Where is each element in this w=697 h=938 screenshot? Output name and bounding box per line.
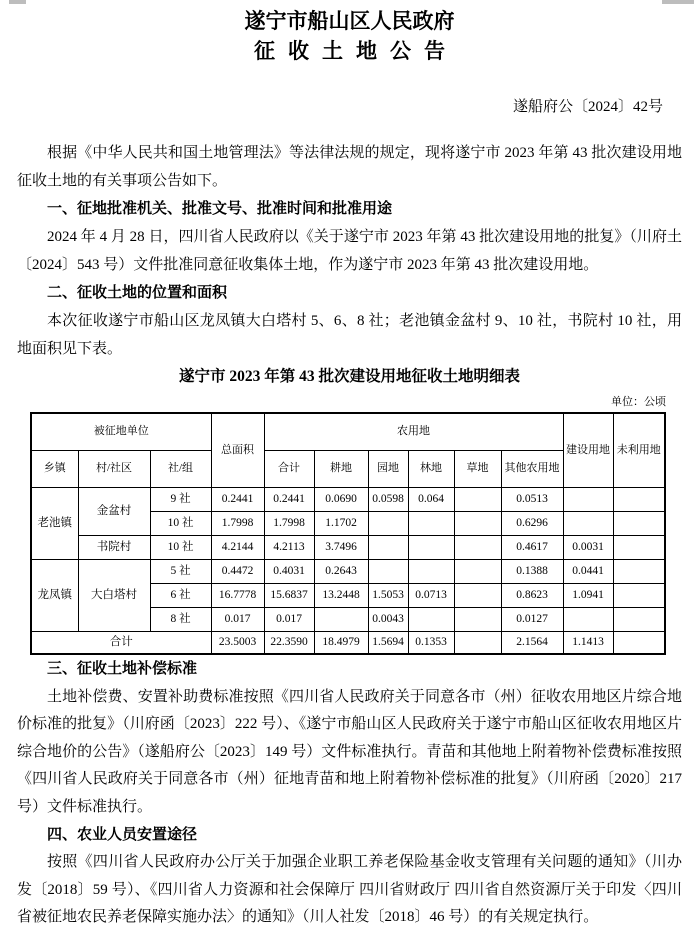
th-cultivated-land: 耕地 bbox=[314, 450, 368, 487]
cell-value: 0.2441 bbox=[211, 487, 264, 511]
cell-value: 1.1702 bbox=[314, 511, 368, 535]
cell-value bbox=[408, 607, 454, 631]
th-unused-land: 未利用地 bbox=[613, 413, 665, 487]
cell-value bbox=[563, 607, 613, 631]
cell-total-value bbox=[454, 631, 501, 654]
cell-village: 金盆村 bbox=[78, 487, 150, 535]
cell-value: 0.0031 bbox=[563, 535, 613, 559]
cell-value bbox=[613, 583, 665, 607]
th-garden-land: 园地 bbox=[368, 450, 408, 487]
section2-heading: 二、征收土地的位置和面积 bbox=[47, 285, 228, 301]
cell-village: 大白塔村 bbox=[78, 559, 150, 631]
lower-content bbox=[17, 656, 682, 932]
section1-heading: 一、征地批准机关、批准文号、批准时间和批准用途 bbox=[47, 201, 393, 217]
th-other-agri-land: 其他农用地 bbox=[501, 450, 563, 487]
cell-group: 10 社 bbox=[150, 511, 211, 535]
cell-value bbox=[563, 487, 613, 511]
th-township: 乡镇 bbox=[31, 450, 78, 487]
cell-value: 0.017 bbox=[211, 607, 264, 631]
cell-group: 8 社 bbox=[150, 607, 211, 631]
th-grassland: 草地 bbox=[454, 450, 501, 487]
cell-total-value: 1.5694 bbox=[368, 631, 408, 654]
section2-text: 本次征收遂宁市船山区龙凤镇大白塔村 5、6、8 社；老池镇金盆村 9、10 社，书院村 10 社，用地面积见下表。 bbox=[17, 313, 682, 357]
cell-value: 0.4472 bbox=[211, 559, 264, 583]
scan-artifact-top-right bbox=[662, 0, 694, 4]
cell-value bbox=[454, 559, 501, 583]
cell-group: 5 社 bbox=[150, 559, 211, 583]
cell-value bbox=[613, 487, 665, 511]
cell-township: 龙凤镇 bbox=[31, 559, 78, 631]
cell-total-value: 18.4979 bbox=[314, 631, 368, 654]
cell-value: 0.2441 bbox=[264, 487, 314, 511]
doc-number: 遂船府公〔2024〕42号 bbox=[512, 99, 663, 115]
cell-total-value: 1.1413 bbox=[563, 631, 613, 654]
cell-group: 9 社 bbox=[150, 487, 211, 511]
cell-value bbox=[563, 511, 613, 535]
cell-value bbox=[613, 559, 665, 583]
th-group: 社/组 bbox=[150, 450, 211, 487]
cell-value: 0.8623 bbox=[501, 583, 563, 607]
cell-value bbox=[454, 583, 501, 607]
cell-value: 0.6296 bbox=[501, 511, 563, 535]
th-agri-land: 农用地 bbox=[264, 413, 563, 450]
cell-value: 1.7998 bbox=[211, 511, 264, 535]
cell-value: 16.7778 bbox=[211, 583, 264, 607]
cell-value bbox=[314, 607, 368, 631]
cell-total-value bbox=[613, 631, 665, 654]
intro-paragraph: 根据《中华人民共和国土地管理法》等法律法规的规定，现将遂宁市 2023 年第 43 批次建设用地征收土地的有关事项公告如下。 bbox=[17, 145, 682, 189]
cell-total-label: 合计 bbox=[31, 631, 211, 654]
cell-value: 0.4617 bbox=[501, 535, 563, 559]
cell-value bbox=[408, 559, 454, 583]
upper-content bbox=[17, 139, 682, 391]
land-detail-table bbox=[30, 412, 666, 655]
cell-value: 0.4031 bbox=[264, 559, 314, 583]
cell-value bbox=[368, 535, 408, 559]
cell-value: 0.0441 bbox=[563, 559, 613, 583]
cell-value bbox=[454, 487, 501, 511]
cell-value: 1.0941 bbox=[563, 583, 613, 607]
cell-value bbox=[408, 511, 454, 535]
cell-value bbox=[454, 511, 501, 535]
th-subtotal: 合计 bbox=[264, 450, 314, 487]
cell-value: 0.1388 bbox=[501, 559, 563, 583]
th-forest-land: 林地 bbox=[408, 450, 454, 487]
th-construction-land: 建设用地 bbox=[563, 413, 613, 487]
cell-value: 15.6837 bbox=[264, 583, 314, 607]
scan-artifact-top-left bbox=[9, 0, 26, 4]
cell-value bbox=[368, 559, 408, 583]
cell-value: 0.017 bbox=[264, 607, 314, 631]
cell-total-value: 2.1564 bbox=[501, 631, 563, 654]
section3-text: 土地补偿费、安置补助费标准按照《四川省人民政府关于同意各市（州）征收农用地区片综合地价标准的批复》（川府函〔2023〕222 号）、《遂宁市船山区人民政府关于遂宁市船山区征收农用地区片综合地价的公告》（遂船府公〔2023〕149 号）文件标准执行。青苗和其他地上附着物补偿费标准按照《四川省人民政府关于同意各市（州）征地青苗和地上附着物补偿标准的批复》（川府函〔2020〕217 号）文件标准执行。 bbox=[17, 688, 682, 815]
doc-title: 征收土地公告 bbox=[253, 39, 459, 63]
cell-value: 4.2144 bbox=[211, 535, 264, 559]
cell-value: 0.0713 bbox=[408, 583, 454, 607]
cell-value: 13.2448 bbox=[314, 583, 368, 607]
cell-value bbox=[613, 607, 665, 631]
section1-text: 2024 年 4 月 28 日，四川省人民政府以《关于遂宁市 2023 年第 43 批次建设用地的批复》（川府土〔2024〕543 号）文件批准同意征收集体土地，作为遂宁市 2023 年第 43 批次建设用地。 bbox=[17, 229, 682, 273]
cell-value: 0.0598 bbox=[368, 487, 408, 511]
cell-value: 0.2643 bbox=[314, 559, 368, 583]
cell-value: 1.5053 bbox=[368, 583, 408, 607]
unit-note: 单位：公顷 bbox=[611, 396, 666, 408]
th-requisitioned-unit: 被征地单位 bbox=[31, 413, 211, 450]
th-total-area: 总面积 bbox=[211, 413, 264, 487]
cell-value: 0.0043 bbox=[368, 607, 408, 631]
cell-value: 1.7998 bbox=[264, 511, 314, 535]
cell-value bbox=[454, 535, 501, 559]
cell-value: 0.0513 bbox=[501, 487, 563, 511]
section4-text: 按照《四川省人民政府办公厅关于加强企业职工养老保险基金收支管理有关问题的通知》（川办发〔2018〕59 号）、《四川省人力资源和社会保障厅 四川省财政厅 四川省自然资源厅关于印发〈四川省被征地农民养老保障实施办法〉的通知》（川人社发〔2018〕46 号）的有关规定执行。 bbox=[17, 854, 682, 926]
cell-township: 老池镇 bbox=[31, 487, 78, 559]
section3-heading: 三、征收土地补偿标准 bbox=[47, 661, 198, 677]
cell-total-value: 22.3590 bbox=[264, 631, 314, 654]
cell-value: 0.0690 bbox=[314, 487, 368, 511]
cell-group: 10 社 bbox=[150, 535, 211, 559]
cell-value: 3.7496 bbox=[314, 535, 368, 559]
cell-village: 书院村 bbox=[78, 535, 150, 559]
cell-value bbox=[408, 535, 454, 559]
th-village: 村/社区 bbox=[78, 450, 150, 487]
cell-value: 4.2113 bbox=[264, 535, 314, 559]
cell-value bbox=[454, 607, 501, 631]
cell-value bbox=[613, 535, 665, 559]
cell-value bbox=[368, 511, 408, 535]
org-title: 遂宁市船山区人民政府 bbox=[244, 9, 455, 33]
cell-total-value: 23.5003 bbox=[211, 631, 264, 654]
cell-value bbox=[613, 511, 665, 535]
cell-total-value: 0.1353 bbox=[408, 631, 454, 654]
cell-value: 0.0127 bbox=[501, 607, 563, 631]
cell-group: 6 社 bbox=[150, 583, 211, 607]
land-table-title: 遂宁市 2023 年第 43 批次建设用地征收土地明细表 bbox=[178, 368, 520, 385]
cell-value: 0.064 bbox=[408, 487, 454, 511]
section4-heading: 四、农业人员安置途径 bbox=[47, 826, 198, 843]
